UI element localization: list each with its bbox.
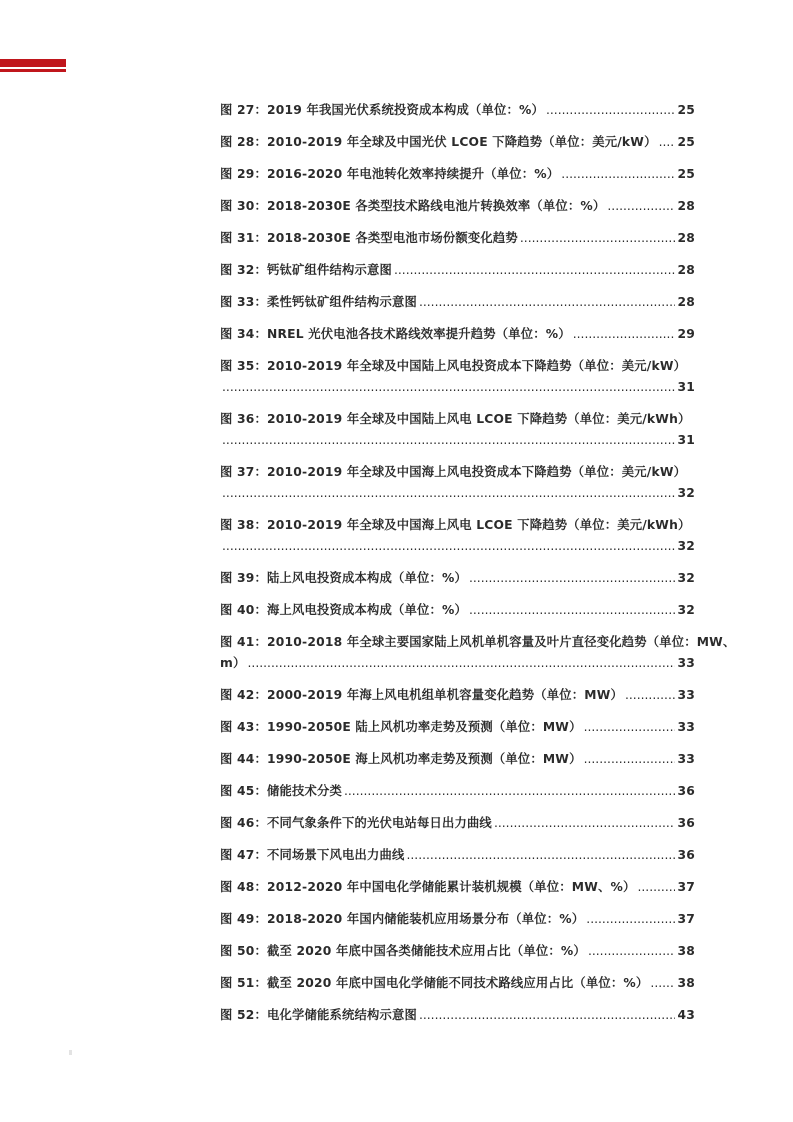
dot-leader [494,813,676,834]
dot-leader [588,941,676,962]
toc-entry-label: 图 35：2010-2019 年全球及中国陆上风电投资成本下降趋势（单位：美元/kW） [220,359,687,373]
toc-entry-label: 图 27：2019 年我国光伏系统投资成本构成（单位：%） [220,103,544,117]
toc-entry-page: 36 [677,848,695,862]
toc-entry-page: 33 [677,720,695,734]
toc-entry-leader-line [220,430,695,451]
dot-leader [520,228,676,249]
dot-leader [625,685,676,706]
dot-leader [222,483,675,504]
toc-entry-fig44[interactable] [220,749,695,770]
dot-leader [419,1005,676,1026]
toc-entry-fig41[interactable] [220,632,736,674]
toc-entry-fig27[interactable] [220,100,695,121]
toc-entry-fig32[interactable] [220,260,695,281]
toc-entry-fig39[interactable] [220,568,695,589]
toc-entry-label: 图 30：2018-2030E 各类型技术路线电池片转换效率（单位：%） [220,199,606,213]
dot-leader [222,430,675,451]
dot-leader [650,973,675,994]
toc-entry-label: 图 42：2000-2019 年海上风电机组单机容量变化趋势（单位：MW） [220,688,623,702]
toc-entry-leader-line [220,653,695,674]
toc-entry-fig30[interactable] [220,196,695,217]
header-accent-bar [0,59,66,73]
toc-entry-page: 36 [677,784,695,798]
toc-entry-label: 图 33：柔性钙钛矿组件结构示意图 [220,295,417,309]
toc-entry-page: 33 [677,752,695,766]
toc-entry-page: 29 [677,327,695,341]
toc-entry-fig29[interactable] [220,164,695,185]
toc-entry-label: 图 41：2010-2018 年全球主要国家陆上风机单机容量及叶片直径变化趋势（单位：MW、 [220,635,736,649]
dot-leader [394,260,676,281]
toc-entry-label: 图 46：不同气象条件下的光伏电站每日出力曲线 [220,816,492,830]
dot-leader [546,100,676,121]
toc-entry-label: 图 45：储能技术分类 [220,784,342,798]
toc-entry-page: 33 [677,656,695,670]
dot-leader [561,164,675,185]
dot-leader [344,781,676,802]
toc-entry-page: 31 [677,433,695,447]
table-of-figures [220,100,736,1037]
toc-entry-label: 图 34：NREL 光伏电池各技术路线效率提升趋势（单位：%） [220,327,571,341]
toc-entry-label: 图 50：截至 2020 年底中国各类储能技术应用占比（单位：%） [220,944,586,958]
toc-entry-page: 28 [677,199,695,213]
toc-entry-label: 图 52：电化学储能系统结构示意图 [220,1008,417,1022]
toc-entry-fig52[interactable] [220,1005,695,1026]
toc-entry-label: 图 37：2010-2019 年全球及中国海上风电投资成本下降趋势（单位：美元/kW） [220,465,687,479]
dot-leader [607,196,675,217]
header-accent-bar-bottom [0,69,66,72]
toc-entry-page: 38 [677,944,695,958]
toc-entry-fig51[interactable] [220,973,695,994]
toc-entry-label: 图 43：1990-2050E 陆上风机功率走势及预测（单位：MW） [220,720,582,734]
toc-entry-fig38[interactable] [220,515,695,557]
toc-entry-fig43[interactable] [220,717,695,738]
toc-entry-fig49[interactable] [220,909,695,930]
toc-entry-fig45[interactable] [220,781,695,802]
toc-entry-leader-line [220,536,695,557]
dot-leader [584,717,676,738]
toc-entry-page: 31 [677,380,695,394]
toc-entry-fig46[interactable] [220,813,695,834]
dot-leader [222,536,675,557]
toc-entry-label: 图 36：2010-2019 年全球及中国陆上风电 LCOE 下降趋势（单位：美元/kWh） [220,412,691,426]
toc-entry-label: 图 47：不同场景下风电出力曲线 [220,848,405,862]
toc-entry-leader-line [220,483,695,504]
toc-entry-fig36[interactable] [220,409,695,451]
toc-entry-label-continuation: m） [220,656,246,670]
toc-entry-page: 28 [677,263,695,277]
toc-entry-page: 36 [677,816,695,830]
toc-entry-fig50[interactable] [220,941,695,962]
toc-entry-label: 图 29：2016-2020 年电池转化效率持续提升（单位：%） [220,167,560,181]
toc-entry-page: 28 [677,231,695,245]
toc-entry-page: 37 [677,912,695,926]
toc-entry-fig37[interactable] [220,462,695,504]
dot-leader [469,600,676,621]
toc-entry-fig35[interactable] [220,356,695,398]
toc-entry-fig28[interactable] [220,132,695,153]
toc-entry-page: 32 [677,539,695,553]
toc-entry-page: 25 [677,103,695,117]
dot-leader [419,292,676,313]
dot-leader [659,132,676,153]
toc-entry-fig31[interactable] [220,228,695,249]
dot-leader [469,568,676,589]
toc-entry-fig33[interactable] [220,292,695,313]
toc-entry-page: 32 [677,603,695,617]
dot-leader [637,877,675,898]
toc-entry-label: 图 49：2018-2020 年国内储能装机应用场景分布（单位：%） [220,912,585,926]
dot-leader [222,377,675,398]
dot-leader [573,324,676,345]
toc-entry-page: 32 [677,486,695,500]
toc-entry-label: 图 32：钙钛矿组件结构示意图 [220,263,392,277]
toc-entry-fig47[interactable] [220,845,695,866]
footer-mark [69,1050,72,1055]
toc-entry-fig40[interactable] [220,600,695,621]
toc-entry-label: 图 40：海上风电投资成本构成（单位：%） [220,603,467,617]
toc-entry-page: 43 [677,1008,695,1022]
toc-entry-label: 图 38：2010-2019 年全球及中国海上风电 LCOE 下降趋势（单位：美元/kWh） [220,518,691,532]
dot-leader [586,909,675,930]
toc-entry-page: 37 [677,880,695,894]
toc-entry-label: 图 44：1990-2050E 海上风机功率走势及预测（单位：MW） [220,752,582,766]
toc-entry-fig42[interactable] [220,685,695,706]
toc-entry-page: 33 [677,688,695,702]
toc-entry-label: 图 28：2010-2019 年全球及中国光伏 LCOE 下降趋势（单位：美元/kW） [220,135,657,149]
toc-entry-leader-line [220,377,695,398]
toc-entry-label: 图 39：陆上风电投资成本构成（单位：%） [220,571,467,585]
dot-leader [248,653,676,674]
toc-entry-page: 25 [677,135,695,149]
toc-entry-label: 图 31：2018-2030E 各类型电池市场份额变化趋势 [220,231,518,245]
dot-leader [584,749,676,770]
toc-entry-fig34[interactable] [220,324,695,345]
toc-entry-page: 25 [677,167,695,181]
toc-entry-page: 32 [677,571,695,585]
dot-leader [406,845,675,866]
toc-entry-page: 38 [677,976,695,990]
header-accent-bar-top [0,59,66,67]
toc-entry-page: 28 [677,295,695,309]
toc-entry-fig48[interactable] [220,877,695,898]
toc-entry-label: 图 51：截至 2020 年底中国电化学储能不同技术路线应用占比（单位：%） [220,976,649,990]
toc-entry-label: 图 48：2012-2020 年中国电化学储能累计装机规模（单位：MW、%） [220,880,636,894]
